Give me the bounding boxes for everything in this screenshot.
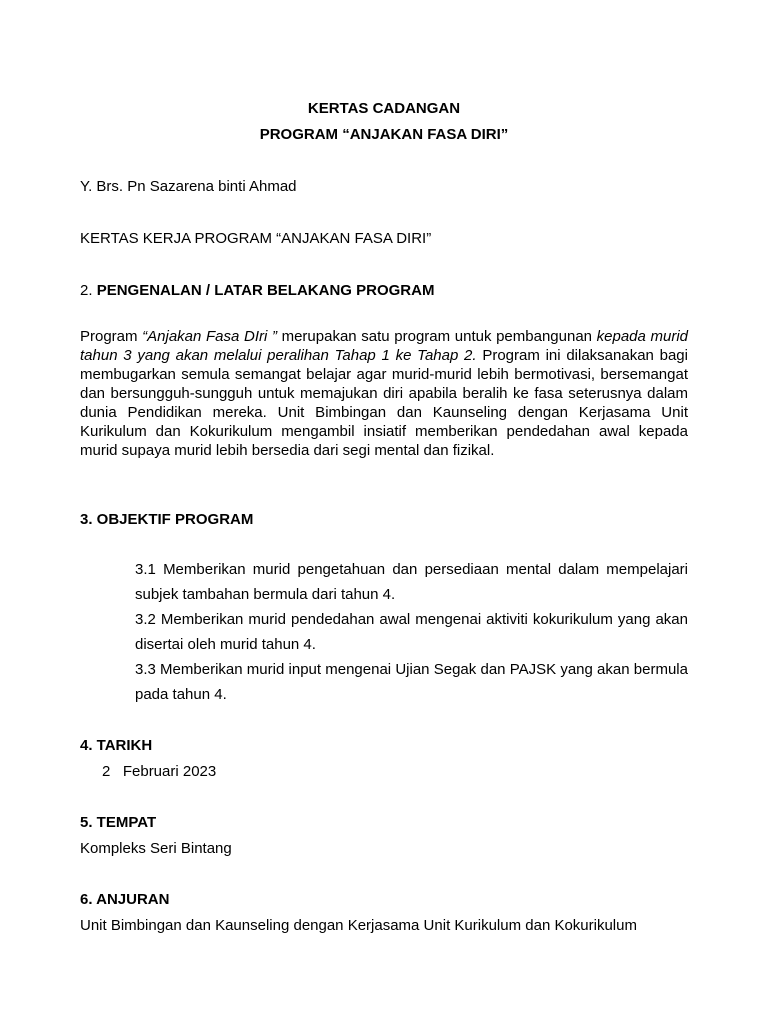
objective-item: 3.3 Memberikan murid input mengenai Ujian Segak dan PAJSK yang akan bermula pada tahun 4.	[135, 661, 688, 703]
section-2-title: PENGENALAN / LATAR BELAKANG PROGRAM	[96, 282, 435, 299]
target-group-italic: kepada murid tahun 3 yang akan melalui peralihan Tahap 1 ke Tahap 2.	[80, 328, 689, 364]
section-2-heading	[80, 282, 434, 300]
section-2-paragraph: Program “Anjakan Fasa DIri ” merupakan satu program untuk pembangunan kepada murid tahun 3 yang akan melalui peralihan Tahap 1 ke Tahap 2. Program ini dilaksanakan bagi membugarkan semula semangat belajar agar murid-murid lebih bermotivasi, bersemangat dan bersungguh-sungguh untuk memajukan diri apabila beralih ke fasa seterusnya dalam dunia Pendidikan mereka. Unit Bimbingan dan Kaunseling dengan Kerjasama Unit Kurikulum dan Kokurikulum mengambil insiatif memberikan pendedahan awal kepada murid supaya murid lebih bersedia dari segi mental dan fizikal.	[80, 328, 689, 459]
venue-value: Kompleks Seri Bintang	[80, 840, 232, 857]
objective-item: 3.1 Memberikan murid pengetahuan dan persediaan mental dalam mempelajari subjek tambahan bermula dari tahun 4.	[135, 561, 688, 603]
addressee: Y. Brs. Pn Sazarena binti Ahmad	[80, 178, 297, 195]
document-title: KERTAS CADANGAN	[307, 100, 461, 117]
objective-item: 3.2 Memberikan murid pendedahan awal mengenai aktiviti kokurikulum yang akan disertai oleh murid tahun 4.	[135, 611, 688, 653]
section-5-heading: 5. TEMPAT	[80, 814, 157, 831]
section-3-heading: 3. OBJEKTIF PROGRAM	[80, 511, 254, 528]
section-4-heading: 4. TARIKH	[80, 737, 153, 754]
date-value: 2 Februari 2023	[102, 763, 217, 780]
section-2-number: 2.	[80, 282, 97, 299]
program-name-italic: “Anjakan Fasa DIri ”	[142, 328, 277, 345]
section-6-heading: 6. ANJURAN	[80, 891, 170, 908]
organizer-value: Unit Bimbingan dan Kaunseling dengan Kerjasama Unit Kurikulum dan Kokurikulum	[80, 917, 637, 934]
document-subtitle: PROGRAM “ANJAKAN FASA DIRI”	[259, 126, 509, 143]
paper-title: KERTAS KERJA PROGRAM “ANJAKAN FASA DIRI”	[80, 230, 432, 247]
